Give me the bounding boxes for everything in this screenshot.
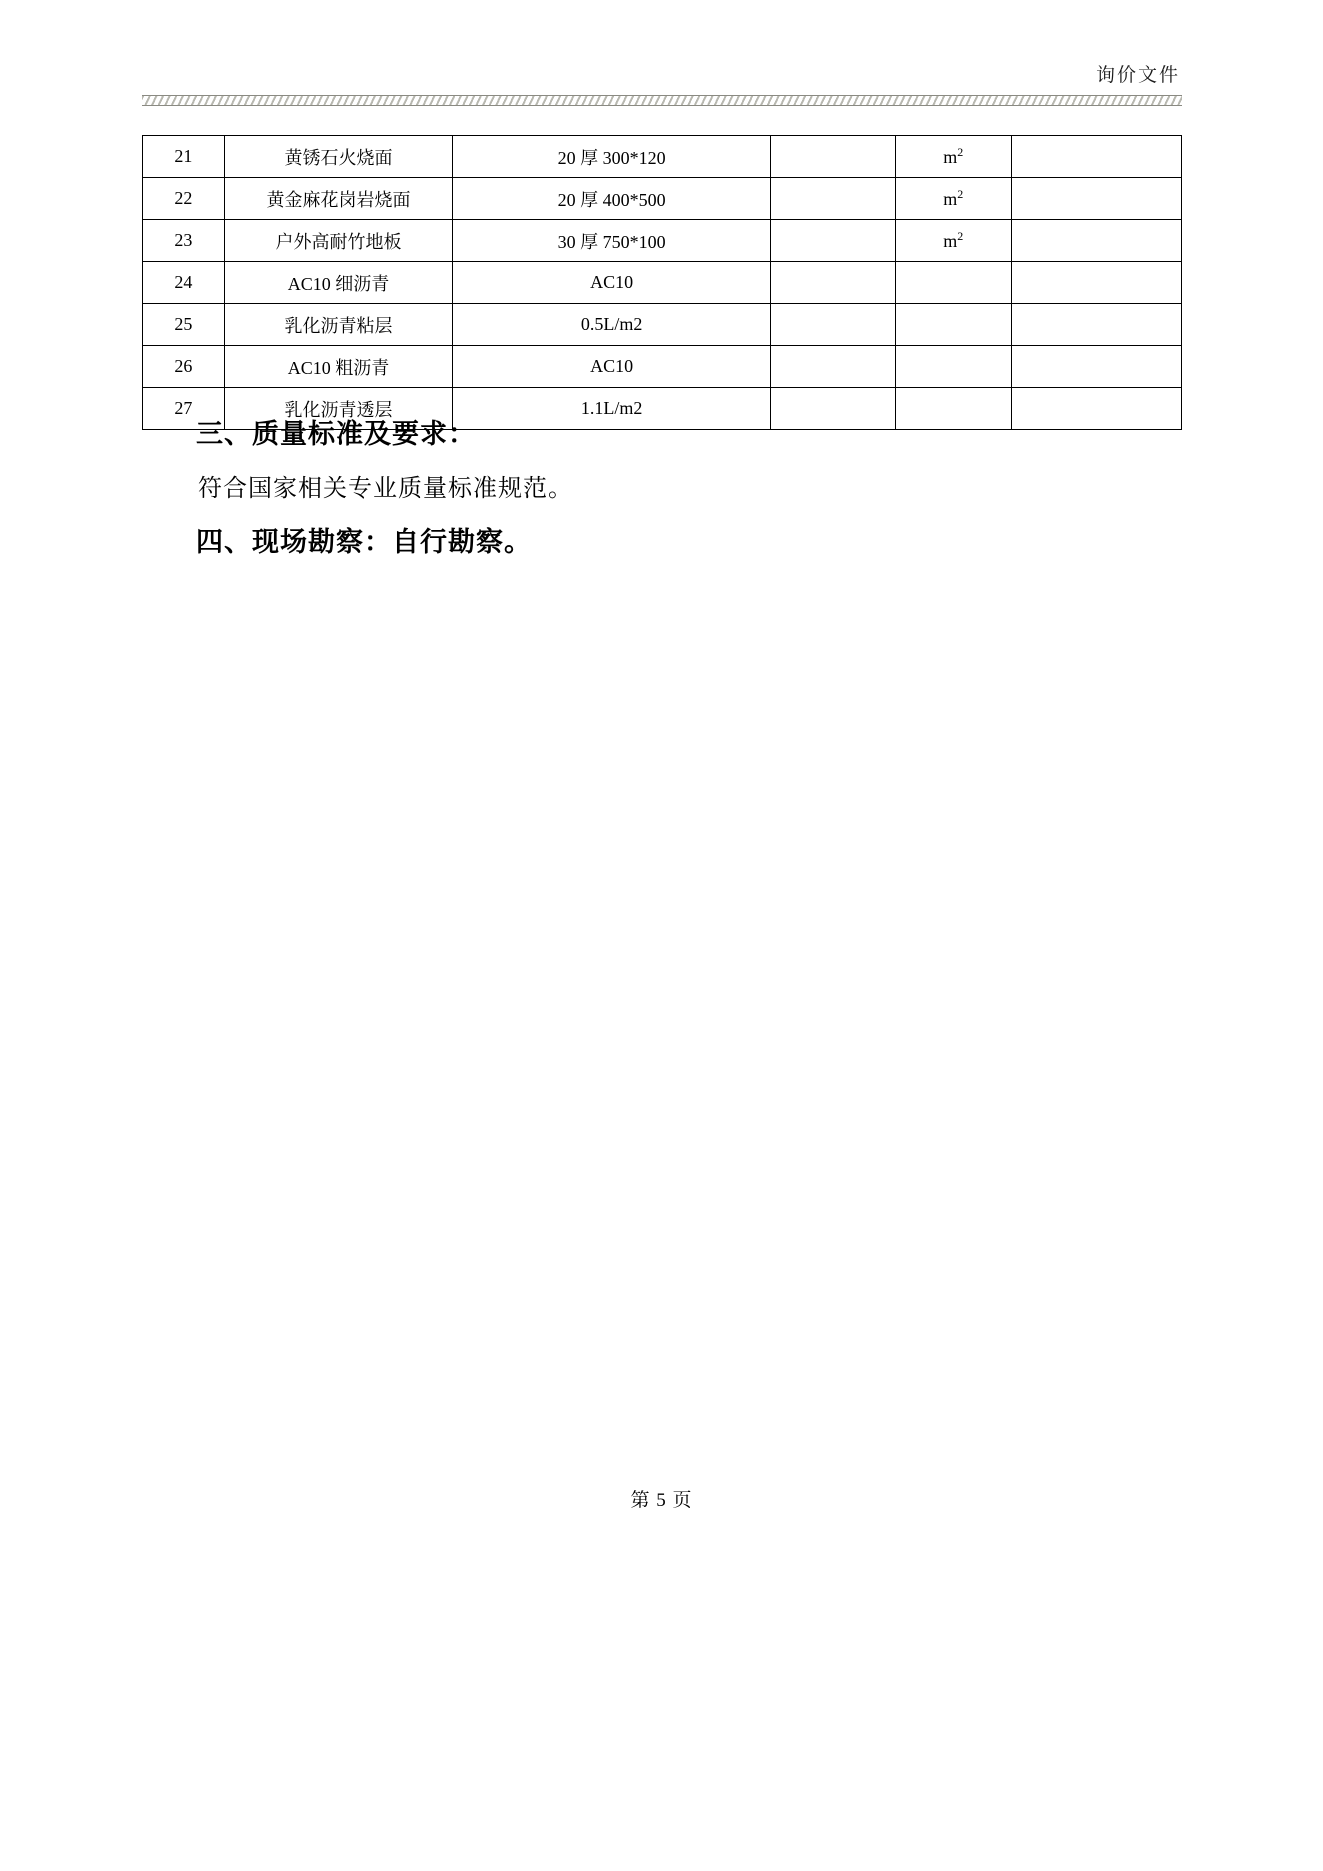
- header-title: 询价文件: [1095, 65, 1180, 86]
- specification-table-container: [142, 135, 1182, 430]
- page-footer: [0, 1485, 1323, 1512]
- row-blank-quantity: [770, 388, 895, 430]
- row-unit-exponent: 2: [957, 187, 964, 201]
- row-blank-remark: [1011, 136, 1181, 178]
- row-unit: [895, 388, 1011, 430]
- row-unit-text: m: [943, 189, 958, 209]
- row-specification: 30 厚 750*100: [453, 220, 770, 262]
- table-row: [143, 346, 1182, 388]
- row-blank-quantity: [770, 178, 895, 220]
- row-unit: [895, 178, 1011, 220]
- row-specification: 0.5L/m2: [453, 304, 770, 346]
- row-number: 25: [143, 304, 225, 346]
- page-number: 第 5 页: [630, 1490, 693, 1511]
- row-unit: [895, 346, 1011, 388]
- row-specification: AC10: [453, 262, 770, 304]
- row-blank-remark: [1011, 304, 1181, 346]
- row-blank-remark: [1011, 346, 1181, 388]
- row-material-name: 乳化沥青粘层: [224, 304, 453, 346]
- row-blank-remark: [1011, 178, 1181, 220]
- row-specification: 20 厚 400*500: [453, 178, 770, 220]
- row-number: 27: [143, 388, 225, 430]
- site-survey-heading: 四、现场勘察：自行勘察。: [196, 527, 532, 557]
- row-unit: [895, 220, 1011, 262]
- row-number: 24: [143, 262, 225, 304]
- row-specification: 20 厚 300*120: [453, 136, 770, 178]
- table-row: [143, 304, 1182, 346]
- row-unit-text: m: [943, 147, 958, 167]
- row-blank-remark: [1011, 388, 1181, 430]
- quality-standard-heading: 三、质量标准及要求：: [196, 419, 476, 449]
- quality-standard-paragraph: 符合国家相关专业质量标准规范。: [198, 476, 573, 502]
- row-material-name: 黄金麻花岗岩烧面: [224, 178, 453, 220]
- row-unit: [895, 136, 1011, 178]
- row-blank-quantity: [770, 346, 895, 388]
- table-row: [143, 178, 1182, 220]
- row-material-name: 乳化沥青透层: [224, 388, 453, 430]
- row-number: 26: [143, 346, 225, 388]
- row-unit: [895, 262, 1011, 304]
- row-blank-quantity: [770, 262, 895, 304]
- table-body: [143, 136, 1182, 430]
- row-number: 23: [143, 220, 225, 262]
- table-row: [143, 220, 1182, 262]
- row-material-name: AC10 粗沥青: [224, 346, 453, 388]
- row-number: 22: [143, 178, 225, 220]
- row-number: 21: [143, 136, 225, 178]
- row-blank-quantity: [770, 136, 895, 178]
- row-material-name: 户外高耐竹地板: [224, 220, 453, 262]
- row-unit-text: m: [943, 231, 958, 251]
- row-blank-remark: [1011, 262, 1181, 304]
- row-blank-quantity: [770, 220, 895, 262]
- row-specification: 1.1L/m2: [453, 388, 770, 430]
- row-unit-exponent: 2: [957, 145, 964, 159]
- row-specification: AC10: [453, 346, 770, 388]
- table-row: [143, 136, 1182, 178]
- page-header: [142, 60, 1182, 106]
- row-unit: [895, 304, 1011, 346]
- row-blank-remark: [1011, 220, 1181, 262]
- specification-table: [142, 135, 1182, 430]
- row-unit-exponent: 2: [957, 229, 964, 243]
- header-divider: [142, 95, 1182, 106]
- row-material-name: AC10 细沥青: [224, 262, 453, 304]
- row-blank-quantity: [770, 304, 895, 346]
- row-material-name: 黄锈石火烧面: [224, 136, 453, 178]
- table-row: [143, 262, 1182, 304]
